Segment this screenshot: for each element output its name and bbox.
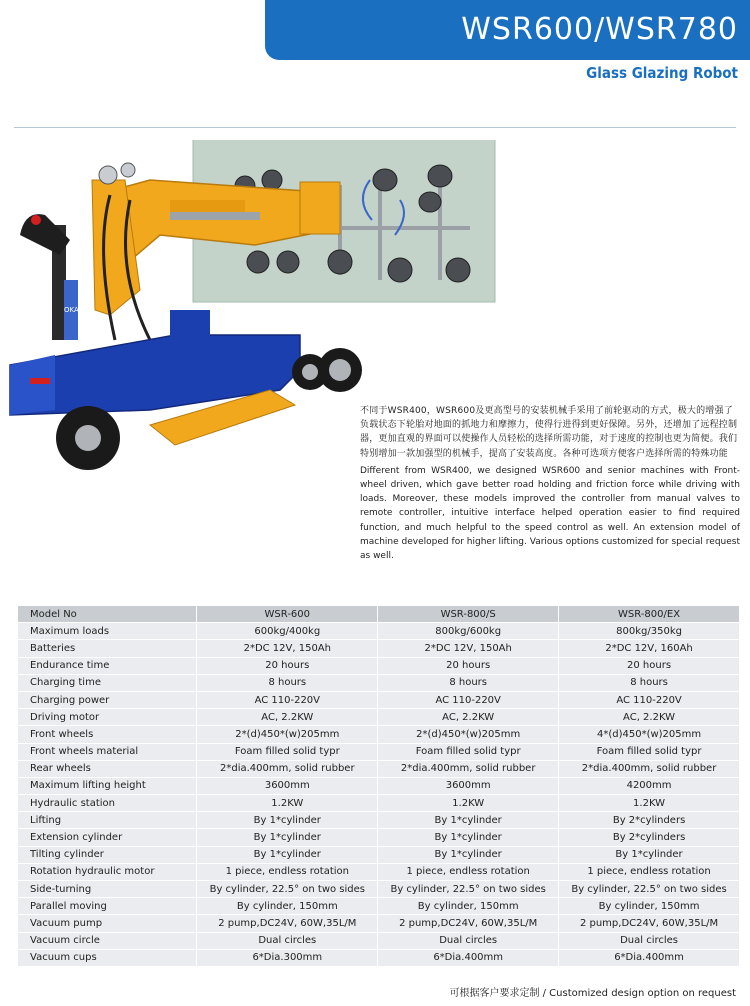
spec-table-header-row [18,606,740,623]
spec-value-cell: AC, 2.2KW [197,709,378,726]
spec-label-cell: Maximum loads [18,623,197,640]
spec-table-row [18,640,740,657]
spec-value-cell: By 1*cylinder [378,829,559,846]
spec-table-row [18,932,740,949]
spec-value-cell: 1 piece, endless rotation [197,863,378,880]
spec-value-cell: 800kg/350kg [559,623,740,640]
spec-value-cell: 1.2KW [559,795,740,812]
header-divider [14,127,736,128]
header-band [265,0,750,60]
spec-table-row [18,812,740,829]
spec-value-cell: Dual circles [559,932,740,949]
spec-label-cell: Batteries [18,640,197,657]
spec-value-cell: By 1*cylinder [197,829,378,846]
spec-label-cell: Vacuum circle [18,932,197,949]
spec-label-cell: Parallel moving [18,898,197,915]
spec-table-row [18,674,740,691]
spec-value-cell: By cylinder, 150mm [559,898,740,915]
spec-label-cell: Charging time [18,674,197,691]
spec-value-cell: Dual circles [378,932,559,949]
spec-value-cell: By 2*cylinders [559,829,740,846]
spec-value-cell: 3600mm [197,777,378,794]
spec-value-cell: 8 hours [559,674,740,691]
spec-label-cell: Driving motor [18,709,197,726]
spec-label-cell: Vacuum pump [18,915,197,932]
spec-value-cell: By 1*cylinder [378,812,559,829]
spec-value-cell: Foam filled solid typr [559,743,740,760]
spec-value-cell: By 1*cylinder [378,846,559,863]
control-handle [20,214,78,340]
description-english: Different from WSR400, we designed WSR600 and senior machines with Front-wheel driven, which gave better road holding and friction force while driving with loads. Moreover, these models improved the controller from manual valves to remote controller, intuitive interface helped operation easier to find required function, and much helpful to the speed control as well. An extension model of machine developed for higher lifting. Various options customized for special request as well. [360,465,740,562]
spec-value-cell: 2*(d)450*(w)205mm [197,726,378,743]
machine-badge: OKASKO [64,306,93,314]
spec-value-cell: 6*Dia.400mm [559,949,740,966]
spec-value-cell: 4*(d)450*(w)205mm [559,726,740,743]
spec-label-cell: Tilting cylinder [18,846,197,863]
description-chinese: 不同于WSR400，WSR600及更高型号的安装机械手采用了前轮驱动的方式，极大的增强了负载状态下轮胎对地面的抓地力和摩擦力，使得行进得到更好保障。另外，还增加了远程控制器，更加直观的界面可以使操作人员轻松的选择所需功能，对于速度的控制也更为简便。我们特别增加一款加强型的机械手，提高了安装高度。各种可选项方便客户选择所需的特殊功能 [360,406,738,459]
spec-table-row [18,623,740,640]
product-description [360,404,740,566]
product-subtitle: Glass Glazing Robot [586,64,738,82]
spec-value-cell: 2*DC 12V, 150Ah [197,640,378,657]
spec-value-cell: 2*(d)450*(w)205mm [378,726,559,743]
spec-value-cell: Foam filled solid typr [197,743,378,760]
spec-value-cell: 2 pump,DC24V, 60W,35L/M [378,915,559,932]
spec-value-cell: 20 hours [559,657,740,674]
spec-value-cell: By 2*cylinders [559,812,740,829]
spec-value-cell: By 1*cylinder [559,846,740,863]
spec-label-cell: Vacuum cups [18,949,197,966]
spec-label-cell: Extension cylinder [18,829,197,846]
spec-label-cell: Front wheels material [18,743,197,760]
spec-label-cell: Maximum lifting height [18,777,197,794]
spec-table-row [18,726,740,743]
spec-value-cell: 6*Dia.400mm [378,949,559,966]
spec-table-row [18,795,740,812]
spec-table-row [18,949,740,966]
spec-value-cell: 1.2KW [197,795,378,812]
spec-header-cell: WSR-600 [197,606,378,623]
spec-label-cell: Charging power [18,691,197,708]
spec-value-cell: 2*dia.400mm, solid rubber [197,760,378,777]
spec-value-cell: 20 hours [197,657,378,674]
spec-value-cell: By cylinder, 150mm [378,898,559,915]
spec-header-cell: Model No [18,606,197,623]
spec-table-row [18,863,740,880]
spec-value-cell: Foam filled solid typr [378,743,559,760]
spec-value-cell: 4200mm [559,777,740,794]
spec-value-cell: 800kg/600kg [378,623,559,640]
spec-value-cell: 1.2KW [378,795,559,812]
spec-table-row [18,915,740,932]
spec-table-row [18,846,740,863]
spec-value-cell: 8 hours [197,674,378,691]
spec-value-cell: 1 piece, endless rotation [559,863,740,880]
spec-value-cell: AC 110-220V [378,691,559,708]
spec-label-cell: Hydraulic station [18,795,197,812]
spec-value-cell: 2*DC 12V, 150Ah [378,640,559,657]
spec-table-row [18,709,740,726]
spec-value-cell: AC, 2.2KW [559,709,740,726]
spec-table-body [18,623,740,967]
spec-value-cell: 3600mm [378,777,559,794]
spec-value-cell: By 1*cylinder [197,846,378,863]
spec-header-cell: WSR-800/S [378,606,559,623]
spec-label-cell: Rear wheels [18,760,197,777]
spec-table-row [18,881,740,898]
spec-table-row [18,657,740,674]
spec-value-cell: 2 pump,DC24V, 60W,35L/M [559,915,740,932]
spec-value-cell: 2*DC 12V, 160Ah [559,640,740,657]
spec-value-cell: AC 110-220V [197,691,378,708]
spec-label-cell: Rotation hydraulic motor [18,863,197,880]
spec-header-cell: WSR-800/EX [559,606,740,623]
footer-note: 可根据客户要求定制 / Customized design option on request [449,988,736,999]
spec-value-cell: AC 110-220V [559,691,740,708]
spec-table-row [18,898,740,915]
spec-table-row [18,691,740,708]
spec-value-cell: 8 hours [378,674,559,691]
spec-value-cell: 600kg/400kg [197,623,378,640]
spec-table-row [18,760,740,777]
spec-table-row [18,777,740,794]
spec-table-row [18,743,740,760]
spec-label-cell: Front wheels [18,726,197,743]
spec-value-cell: Dual circles [197,932,378,949]
spec-value-cell: 2*dia.400mm, solid rubber [559,760,740,777]
spec-label-cell: Endurance time [18,657,197,674]
spec-value-cell: By cylinder, 150mm [197,898,378,915]
spec-value-cell: 20 hours [378,657,559,674]
spec-value-cell: 6*Dia.300mm [197,949,378,966]
spec-value-cell: By cylinder, 22.5° on two sides [559,881,740,898]
spec-label-cell: Lifting [18,812,197,829]
spec-table [18,606,740,967]
spec-value-cell: 2*dia.400mm, solid rubber [378,760,559,777]
spec-value-cell: By cylinder, 22.5° on two sides [378,881,559,898]
spec-value-cell: 2 pump,DC24V, 60W,35L/M [197,915,378,932]
spec-label-cell: Side-turning [18,881,197,898]
spec-value-cell: By cylinder, 22.5° on two sides [197,881,378,898]
spec-value-cell: By 1*cylinder [197,812,378,829]
spec-value-cell: AC, 2.2KW [378,709,559,726]
spec-table-row [18,829,740,846]
model-title: WSR600/WSR780 [461,12,738,47]
spec-value-cell: 1 piece, endless rotation [378,863,559,880]
